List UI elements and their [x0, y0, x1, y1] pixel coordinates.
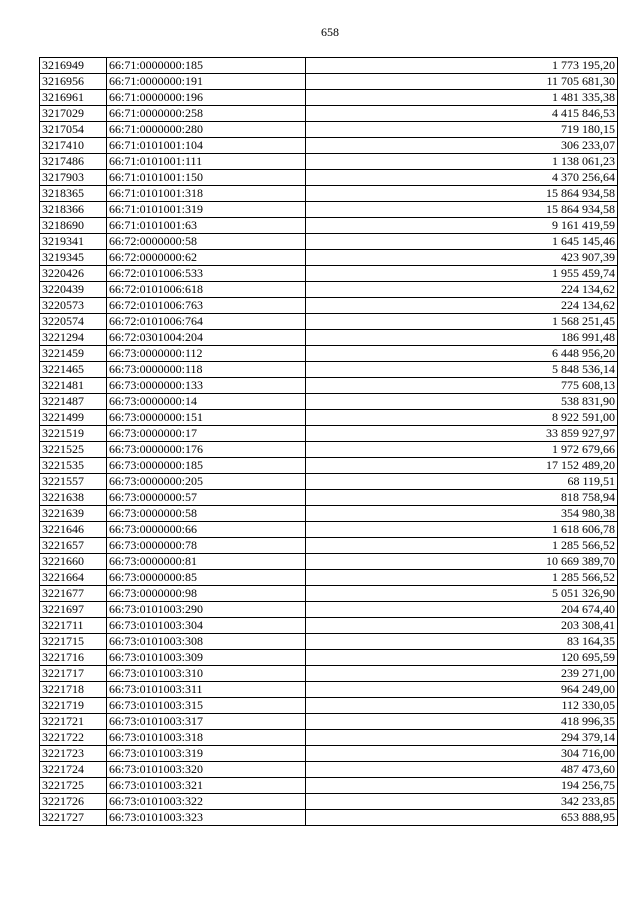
cadastral-value-cell: 4 415 846,53 [306, 106, 618, 122]
cadastral-value-cell: 239 271,00 [306, 666, 618, 682]
object-id-cell: 3221481 [40, 378, 107, 394]
object-id-cell: 3221519 [40, 426, 107, 442]
object-id-cell: 3218366 [40, 202, 107, 218]
cadastral-value-cell: 306 233,07 [306, 138, 618, 154]
object-id-cell: 3221660 [40, 554, 107, 570]
cadastral-value-cell: 1 972 679,66 [306, 442, 618, 458]
cadastral-value-cell: 68 119,51 [306, 474, 618, 490]
cadastral-number-cell: 66:73:0101003:322 [107, 794, 306, 810]
cadastral-number-cell: 66:73:0000000:151 [107, 410, 306, 426]
cadastral-value-cell: 112 330,05 [306, 698, 618, 714]
cadastral-value-cell: 354 980,38 [306, 506, 618, 522]
cadastral-value-cell: 1 645 145,46 [306, 234, 618, 250]
object-id-cell: 3217903 [40, 170, 107, 186]
cadastral-value-cell: 719 180,15 [306, 122, 618, 138]
table-row [40, 250, 618, 266]
object-id-cell: 3221465 [40, 362, 107, 378]
cadastral-number-cell: 66:73:0101003:304 [107, 618, 306, 634]
object-id-cell: 3221716 [40, 650, 107, 666]
cadastral-value-cell: 4 370 256,64 [306, 170, 618, 186]
table-row [40, 58, 618, 74]
cadastral-number-cell: 66:73:0000000:98 [107, 586, 306, 602]
table-row [40, 554, 618, 570]
table-row [40, 698, 618, 714]
table-row [40, 90, 618, 106]
cadastral-number-cell: 66:73:0101003:308 [107, 634, 306, 650]
cadastral-value-cell: 203 308,41 [306, 618, 618, 634]
cadastral-number-cell: 66:73:0101003:323 [107, 810, 306, 826]
table-row [40, 746, 618, 762]
object-id-cell: 3221657 [40, 538, 107, 554]
table-row [40, 122, 618, 138]
cadastral-value-cell: 5 848 536,14 [306, 362, 618, 378]
cadastral-number-cell: 66:71:0000000:280 [107, 122, 306, 138]
table-row [40, 682, 618, 698]
object-id-cell: 3221639 [40, 506, 107, 522]
cadastral-value-cell: 775 608,13 [306, 378, 618, 394]
object-id-cell: 3217054 [40, 122, 107, 138]
cadastral-number-cell: 66:73:0000000:85 [107, 570, 306, 586]
object-id-cell: 3221721 [40, 714, 107, 730]
cadastral-number-cell: 66:72:0301004:204 [107, 330, 306, 346]
cadastral-number-cell: 66:73:0000000:176 [107, 442, 306, 458]
cadastral-number-cell: 66:72:0000000:58 [107, 234, 306, 250]
table-row [40, 394, 618, 410]
cadastral-number-cell: 66:73:0000000:57 [107, 490, 306, 506]
cadastral-number-cell: 66:73:0101003:315 [107, 698, 306, 714]
cadastral-value-cell: 294 379,14 [306, 730, 618, 746]
object-id-cell: 3221487 [40, 394, 107, 410]
object-id-cell: 3221535 [40, 458, 107, 474]
cadastral-value-cell: 342 233,85 [306, 794, 618, 810]
cadastral-value-cell: 418 996,35 [306, 714, 618, 730]
cadastral-number-cell: 66:73:0101003:311 [107, 682, 306, 698]
object-id-cell: 3221718 [40, 682, 107, 698]
table-row [40, 666, 618, 682]
table-row [40, 266, 618, 282]
cadastral-number-cell: 66:73:0101003:321 [107, 778, 306, 794]
table-row [40, 474, 618, 490]
object-id-cell: 3221459 [40, 346, 107, 362]
cadastral-value-cell: 1 955 459,74 [306, 266, 618, 282]
cadastral-value-cell: 186 991,48 [306, 330, 618, 346]
cadastral-value-cell: 9 161 419,59 [306, 218, 618, 234]
table-row [40, 778, 618, 794]
cadastral-number-cell: 66:73:0101003:309 [107, 650, 306, 666]
cadastral-number-cell: 66:71:0000000:258 [107, 106, 306, 122]
cadastral-number-cell: 66:71:0101001:104 [107, 138, 306, 154]
cadastral-value-cell: 304 716,00 [306, 746, 618, 762]
object-id-cell: 3220574 [40, 314, 107, 330]
table-row [40, 522, 618, 538]
cadastral-value-cell: 204 674,40 [306, 602, 618, 618]
cadastral-number-cell: 66:71:0101001:63 [107, 218, 306, 234]
cadastral-number-cell: 66:73:0101003:320 [107, 762, 306, 778]
table-row [40, 218, 618, 234]
object-id-cell: 3221722 [40, 730, 107, 746]
object-id-cell: 3221726 [40, 794, 107, 810]
table-row [40, 330, 618, 346]
cadastral-number-cell: 66:71:0101001:111 [107, 154, 306, 170]
cadastral-value-cell: 17 152 489,20 [306, 458, 618, 474]
table-row [40, 282, 618, 298]
cadastral-value-cell: 6 448 956,20 [306, 346, 618, 362]
table-row [40, 634, 618, 650]
cadastral-number-cell: 66:72:0000000:62 [107, 250, 306, 266]
table-row [40, 202, 618, 218]
cadastral-value-cell: 818 758,94 [306, 490, 618, 506]
page-number: 658 [321, 25, 339, 39]
object-id-cell: 3221646 [40, 522, 107, 538]
table-row [40, 106, 618, 122]
cadastral-value-cell: 964 249,00 [306, 682, 618, 698]
table-row [40, 762, 618, 778]
cadastral-number-cell: 66:73:0101003:319 [107, 746, 306, 762]
cadastral-value-cell: 1 285 566,52 [306, 570, 618, 586]
object-id-cell: 3221677 [40, 586, 107, 602]
cadastral-number-cell: 66:73:0000000:66 [107, 522, 306, 538]
cadastral-value-cell: 1 773 195,20 [306, 58, 618, 74]
cadastral-value-cell: 224 134,62 [306, 298, 618, 314]
cadastral-value-cell: 83 164,35 [306, 634, 618, 650]
cadastral-value-cell: 120 695,59 [306, 650, 618, 666]
object-id-cell: 3221711 [40, 618, 107, 634]
table-row [40, 794, 618, 810]
cadastral-value-cell: 5 051 326,90 [306, 586, 618, 602]
cadastral-number-cell: 66:71:0000000:185 [107, 58, 306, 74]
table-row [40, 490, 618, 506]
cadastral-value-cell: 10 669 389,70 [306, 554, 618, 570]
object-id-cell: 3221525 [40, 442, 107, 458]
table-row [40, 730, 618, 746]
object-id-cell: 3221727 [40, 810, 107, 826]
object-id-cell: 3220426 [40, 266, 107, 282]
cadastral-number-cell: 66:73:0000000:14 [107, 394, 306, 410]
object-id-cell: 3220439 [40, 282, 107, 298]
table-row [40, 138, 618, 154]
cadastral-number-cell: 66:73:0000000:133 [107, 378, 306, 394]
object-id-cell: 3221719 [40, 698, 107, 714]
table-row [40, 378, 618, 394]
object-id-cell: 3221723 [40, 746, 107, 762]
cadastral-number-cell: 66:73:0101003:318 [107, 730, 306, 746]
object-id-cell: 3218690 [40, 218, 107, 234]
object-id-cell: 3217486 [40, 154, 107, 170]
cadastral-number-cell: 66:73:0000000:112 [107, 346, 306, 362]
table-row [40, 74, 618, 90]
cadastral-value-cell: 15 864 934,58 [306, 202, 618, 218]
cadastral-value-cell: 487 473,60 [306, 762, 618, 778]
object-id-cell: 3221499 [40, 410, 107, 426]
cadastral-number-cell: 66:71:0101001:319 [107, 202, 306, 218]
table-row [40, 650, 618, 666]
cadastral-number-cell: 66:73:0000000:17 [107, 426, 306, 442]
object-id-cell: 3221294 [40, 330, 107, 346]
cadastral-value-cell: 653 888,95 [306, 810, 618, 826]
cadastral-value-cell: 1 481 335,38 [306, 90, 618, 106]
object-id-cell: 3219345 [40, 250, 107, 266]
object-id-cell: 3218365 [40, 186, 107, 202]
table-row [40, 618, 618, 634]
object-id-cell: 3219341 [40, 234, 107, 250]
cadastral-number-cell: 66:71:0101001:150 [107, 170, 306, 186]
cadastral-number-cell: 66:72:0101006:764 [107, 314, 306, 330]
table-row [40, 506, 618, 522]
cadastral-number-cell: 66:72:0101006:763 [107, 298, 306, 314]
cadastral-value-table [39, 57, 618, 826]
table-row [40, 458, 618, 474]
cadastral-number-cell: 66:73:0101003:310 [107, 666, 306, 682]
cadastral-number-cell: 66:73:0000000:205 [107, 474, 306, 490]
object-id-cell: 3216949 [40, 58, 107, 74]
cadastral-number-cell: 66:71:0000000:196 [107, 90, 306, 106]
table-body [40, 58, 618, 826]
table-row [40, 538, 618, 554]
object-id-cell: 3221724 [40, 762, 107, 778]
table-row [40, 186, 618, 202]
cadastral-value-cell: 194 256,75 [306, 778, 618, 794]
table-row [40, 410, 618, 426]
cadastral-number-cell: 66:72:0101006:533 [107, 266, 306, 282]
object-id-cell: 3216956 [40, 74, 107, 90]
cadastral-value-cell: 1 138 061,23 [306, 154, 618, 170]
cadastral-value-cell: 1 568 251,45 [306, 314, 618, 330]
cadastral-number-cell: 66:71:0000000:191 [107, 74, 306, 90]
table-row [40, 714, 618, 730]
cadastral-number-cell: 66:71:0101001:318 [107, 186, 306, 202]
cadastral-number-cell: 66:73:0000000:78 [107, 538, 306, 554]
cadastral-value-cell: 538 831,90 [306, 394, 618, 410]
object-id-cell: 3221557 [40, 474, 107, 490]
object-id-cell: 3220573 [40, 298, 107, 314]
object-id-cell: 3221664 [40, 570, 107, 586]
table-row [40, 234, 618, 250]
cadastral-value-cell: 1 618 606,78 [306, 522, 618, 538]
cadastral-value-cell: 33 859 927,97 [306, 426, 618, 442]
object-id-cell: 3221715 [40, 634, 107, 650]
object-id-cell: 3216961 [40, 90, 107, 106]
table-row [40, 298, 618, 314]
table-row [40, 570, 618, 586]
cadastral-value-cell: 11 705 681,30 [306, 74, 618, 90]
cadastral-value-cell: 224 134,62 [306, 282, 618, 298]
object-id-cell: 3221697 [40, 602, 107, 618]
table-row [40, 810, 618, 826]
object-id-cell: 3221725 [40, 778, 107, 794]
object-id-cell: 3221638 [40, 490, 107, 506]
cadastral-number-cell: 66:73:0000000:185 [107, 458, 306, 474]
table-row [40, 314, 618, 330]
table-row [40, 170, 618, 186]
table-row [40, 602, 618, 618]
table-row [40, 154, 618, 170]
object-id-cell: 3217410 [40, 138, 107, 154]
cadastral-number-cell: 66:73:0000000:118 [107, 362, 306, 378]
cadastral-number-cell: 66:73:0101003:290 [107, 602, 306, 618]
cadastral-number-cell: 66:72:0101006:618 [107, 282, 306, 298]
cadastral-number-cell: 66:73:0000000:58 [107, 506, 306, 522]
cadastral-value-cell: 15 864 934,58 [306, 186, 618, 202]
table-row [40, 346, 618, 362]
cadastral-number-cell: 66:73:0101003:317 [107, 714, 306, 730]
object-id-cell: 3221717 [40, 666, 107, 682]
cadastral-value-cell: 8 922 591,00 [306, 410, 618, 426]
table-row [40, 442, 618, 458]
cadastral-value-cell: 423 907,39 [306, 250, 618, 266]
object-id-cell: 3217029 [40, 106, 107, 122]
cadastral-number-cell: 66:73:0000000:81 [107, 554, 306, 570]
table-row [40, 586, 618, 602]
cadastral-value-cell: 1 285 566,52 [306, 538, 618, 554]
table-row [40, 362, 618, 378]
table-row [40, 426, 618, 442]
